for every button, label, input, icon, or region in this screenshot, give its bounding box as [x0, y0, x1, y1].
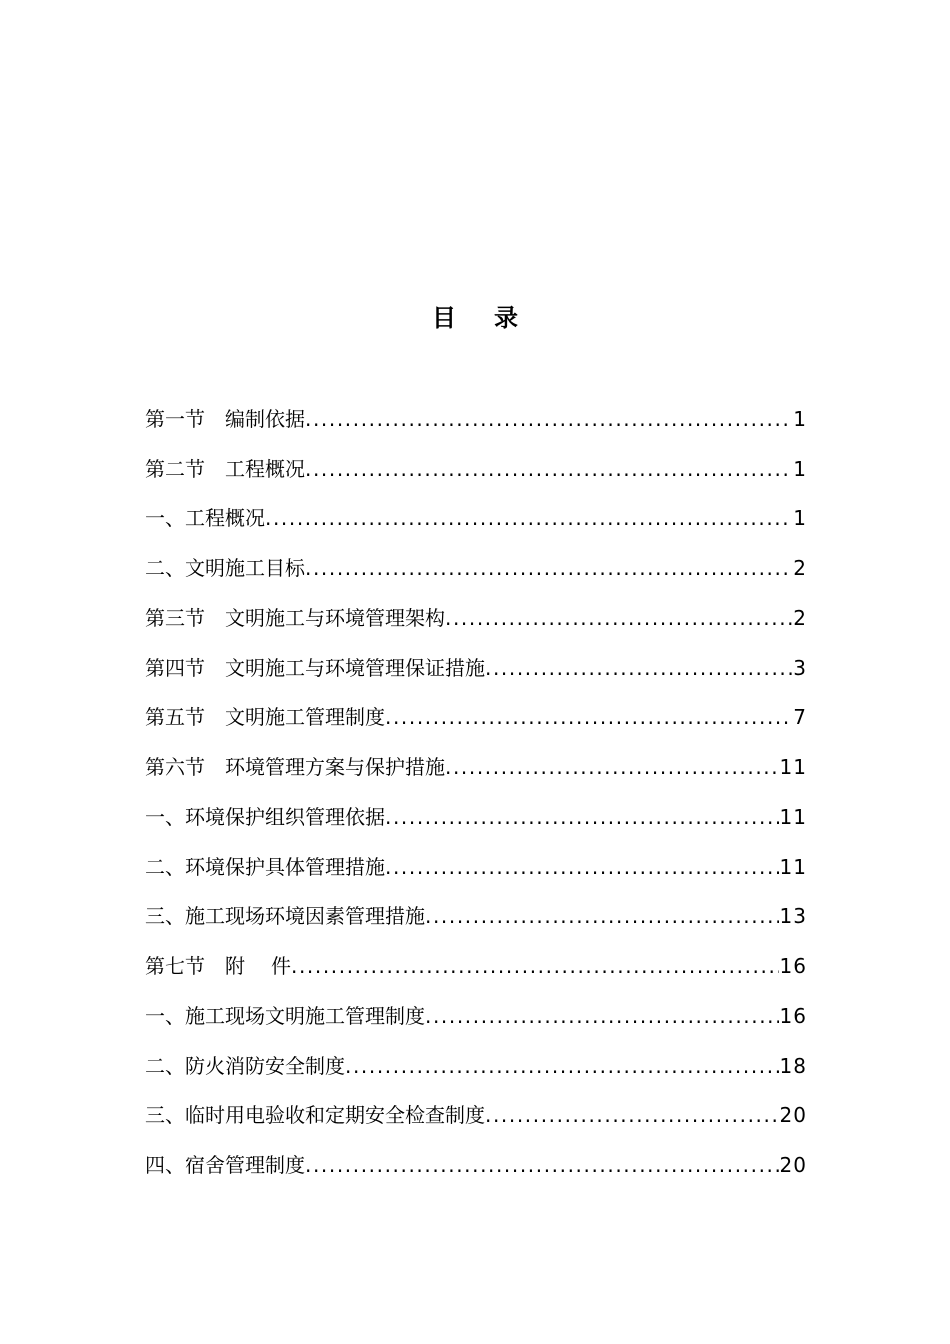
toc-page-number: 13 [779, 904, 807, 929]
toc-entry-title: 编制依据 [225, 406, 305, 431]
toc-page-number: 3 [793, 655, 807, 680]
toc-entry[interactable] [145, 1139, 807, 1189]
toc-heading-char-2: 录 [494, 304, 518, 332]
toc-entry-title: 二、防火消防安全制度 [145, 1053, 345, 1078]
toc-dot-leader [345, 1042, 779, 1090]
toc-entry[interactable] [145, 1090, 807, 1140]
toc-section-number: 第四节 [145, 655, 205, 680]
toc-page-number: 11 [779, 804, 807, 829]
toc-entry[interactable] [145, 940, 807, 990]
toc-entry-title: 一、工程概况 [145, 506, 265, 531]
toc-entry-title: 一、施工现场文明施工管理制度 [145, 1003, 425, 1028]
toc-dot-leader [265, 494, 792, 542]
toc-entry[interactable] [145, 542, 807, 592]
toc-heading [0, 300, 950, 336]
toc-entry[interactable] [145, 642, 807, 692]
toc-entry-title: 三、临时用电验收和定期安全检查制度 [145, 1103, 485, 1128]
toc-page-number: 20 [779, 1153, 807, 1177]
toc-page-number: 1 [793, 406, 807, 431]
toc-entry[interactable] [145, 891, 807, 941]
toc-entry-title: 四、宿舍管理制度 [145, 1153, 305, 1177]
toc-entry[interactable] [145, 493, 807, 543]
toc-heading-char-1: 目 [432, 304, 456, 332]
toc-section-number: 第五节 [145, 705, 205, 730]
toc-page-number: 1 [793, 456, 807, 481]
toc-entry-title: 工程概况 [225, 456, 305, 481]
toc-entry-title: 文明施工与环境管理保证措施 [225, 655, 485, 680]
toc-entry[interactable] [145, 1040, 807, 1090]
table-of-contents [145, 393, 807, 1189]
toc-dot-leader [485, 1091, 779, 1139]
toc-page-number: 1 [793, 506, 807, 531]
toc-page-number: 18 [779, 1053, 807, 1078]
toc-dot-leader [385, 843, 779, 891]
toc-entry[interactable] [145, 741, 807, 791]
toc-section-number: 第七节 [145, 954, 205, 978]
toc-entry[interactable] [145, 990, 807, 1040]
toc-page-number: 20 [779, 1103, 807, 1128]
toc-entry-title: 文明施工与环境管理架构 [225, 605, 445, 630]
toc-section-number: 第二节 [145, 456, 205, 481]
toc-entry-title: 文明施工管理制度 [225, 705, 385, 730]
toc-dot-leader [445, 594, 792, 642]
toc-entry-title: 环境管理方案与保护措施 [225, 755, 445, 779]
toc-page-number: 7 [793, 705, 807, 730]
toc-entry-title: 一、环境保护组织管理依据 [145, 804, 385, 829]
toc-entry-title-part: 件 [271, 954, 291, 978]
toc-entry[interactable] [145, 393, 807, 443]
toc-entry[interactable] [145, 592, 807, 642]
toc-dot-leader [485, 644, 792, 692]
toc-dot-leader [305, 445, 792, 493]
toc-dot-leader [425, 992, 779, 1040]
toc-page-number: 11 [779, 755, 807, 779]
toc-section-number: 第六节 [145, 755, 205, 779]
toc-entry-title: 二、文明施工目标 [145, 556, 305, 580]
toc-dot-leader [305, 1141, 779, 1189]
toc-dot-leader [305, 395, 792, 443]
toc-page-number: 2 [793, 556, 807, 580]
toc-dot-leader [385, 693, 792, 741]
toc-entry[interactable] [145, 791, 807, 841]
toc-entry-title-part: 附 [225, 954, 245, 978]
toc-entry-title: 二、环境保护具体管理措施 [145, 854, 385, 879]
toc-dot-leader [291, 942, 779, 990]
toc-dot-leader [445, 743, 779, 791]
toc-section-number: 第一节 [145, 406, 205, 431]
toc-page-number: 16 [779, 1003, 807, 1028]
toc-entry[interactable] [145, 841, 807, 891]
toc-page-number: 2 [793, 605, 807, 630]
toc-dot-leader [305, 544, 792, 592]
toc-page-number: 11 [779, 854, 807, 879]
toc-section-number: 第三节 [145, 605, 205, 630]
toc-dot-leader [385, 793, 779, 841]
toc-page-number: 16 [779, 954, 807, 978]
toc-entry[interactable] [145, 692, 807, 742]
toc-entry[interactable] [145, 443, 807, 493]
toc-entry-title: 三、施工现场环境因素管理措施 [145, 904, 425, 929]
toc-dot-leader [425, 892, 779, 940]
